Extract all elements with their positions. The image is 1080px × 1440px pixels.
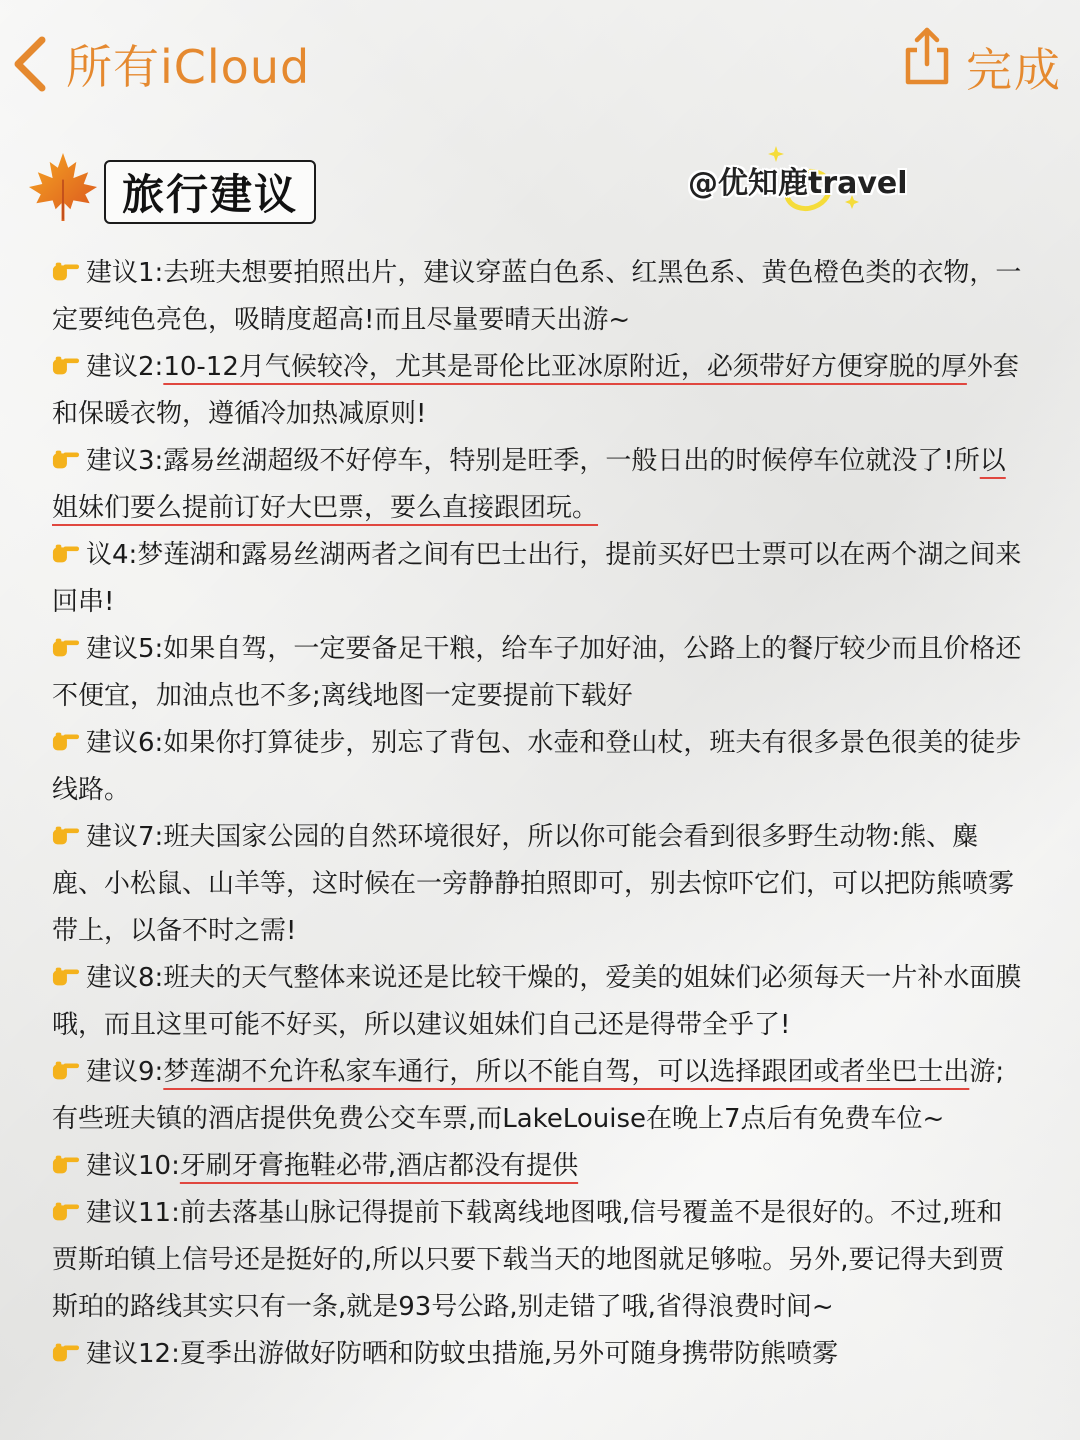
tip-label: 建议11: (86, 1198, 180, 1228)
tip-item (52, 1049, 1027, 1143)
tip-label: 建议9: (86, 1057, 164, 1087)
tip-text: 前去落基山脉记得提前下载离线地图哦,信号覆盖不是很好的。不过,班和贾斯珀镇上信号还是挺好的,所以只要下载当天的地图就足够啦。另外,要记得夫到贾斯珀的路线其实只有一条,就是93号公路,别走错了哦,省得浪费时间~ (52, 1198, 1005, 1322)
chevron-left-icon (12, 36, 48, 92)
tip-text: 露易丝湖超级不好停车，特别是旺季，一般日出的时候停车位就没了!所 (163, 446, 980, 476)
tips-list (52, 250, 1027, 1378)
tip-item (52, 720, 1027, 814)
tip-item (52, 532, 1027, 626)
tip-label: 建议7: (86, 822, 164, 852)
tip-text: 班夫国家公园的自然环境很好，所以你可能会看到很多野生动物:熊、麋鹿、小松鼠、山羊等，这时候在一旁静静拍照即可，别去惊吓它们，可以把防熊喷雾带上，以备不时之需! (52, 822, 1015, 946)
pointing-hand-icon (52, 964, 80, 988)
tip-item (52, 250, 1027, 344)
tip-label: 议4: (86, 540, 138, 570)
tip-item (52, 1331, 1027, 1378)
nav-bar (0, 0, 1080, 130)
back-label: 所有iCloud (66, 40, 311, 94)
tip-label: 建议10: (86, 1151, 180, 1181)
heading-row (26, 148, 1056, 238)
tip-label: 建议6: (86, 728, 164, 758)
pointing-hand-icon (52, 729, 80, 753)
tip-text: 如果你打算徒步，别忘了背包、水壶和登山杖，班夫有很多景色很美的徒步线路。 (52, 728, 1022, 805)
share-button[interactable] (902, 26, 952, 86)
tip-label: 建议5: (86, 634, 164, 664)
tip-item (52, 955, 1027, 1049)
tip-text: 夏季出游做好防晒和防蚊虫措施,另外可随身携带防熊喷雾 (179, 1339, 839, 1369)
pointing-hand-icon (52, 353, 80, 377)
page-title: 旅行建议 (104, 160, 316, 224)
tip-item (52, 814, 1027, 955)
pointing-hand-icon (52, 259, 80, 283)
back-button[interactable] (12, 28, 310, 100)
tip-label: 建议12: (86, 1339, 180, 1369)
tip-item (52, 626, 1027, 720)
tip-highlight: 以姐妹们要么提前订好大巴票，要么直接跟团玩。 (52, 446, 1006, 523)
pointing-hand-icon (52, 1058, 80, 1082)
tip-text-after: 游;有些班夫镇的酒店提供免费公交车票,而LakeLouise在晚上7点后有免费车位~ (52, 1057, 1005, 1134)
tip-text: 去班夫想要拍照出片，建议穿蓝白色系、红黑色系、黄色橙色类的衣物，一定要纯色亮色，吸睛度超高!而且尽量要晴天出游~ (52, 258, 1022, 335)
tip-item (52, 438, 1027, 532)
done-button[interactable]: 完成 (966, 43, 1062, 97)
pointing-hand-icon (52, 1340, 80, 1364)
tip-text: 班夫的天气整体来说还是比较干燥的，爱美的姐妹们必须每天一片补水面膜哦，而且这里可能不好买，所以建议姐妹们自己还是得带全乎了! (52, 963, 1022, 1040)
tip-label: 建议1: (86, 258, 164, 288)
watermark (684, 148, 914, 228)
tip-highlight: 梦莲湖不允许私家车通行，所以不能自驾，可以选择跟团或者坐巴士出 (163, 1057, 970, 1087)
pointing-hand-icon (52, 447, 80, 471)
tip-text: 梦莲湖和露易丝湖两者之间有巴士出行，提前买好巴士票可以在两个湖之间来回串! (52, 540, 1022, 617)
pointing-hand-icon (52, 1152, 80, 1176)
pointing-hand-icon (52, 823, 80, 847)
maple-leaf-icon (26, 150, 100, 228)
watermark-text: @优知鹿travel (688, 166, 908, 201)
pointing-hand-icon (52, 1199, 80, 1223)
tip-item (52, 344, 1027, 438)
pointing-hand-icon (52, 635, 80, 659)
tip-label: 建议8: (86, 963, 164, 993)
tip-highlight: 牙刷牙膏拖鞋必带,酒店都没有提供 (179, 1151, 579, 1181)
pointing-hand-icon (52, 541, 80, 565)
tip-label: 建议3: (86, 446, 164, 476)
tip-item (52, 1190, 1027, 1331)
tip-highlight: 10-12月气候较冷，尤其是哥伦比亚冰原附近，必须带好方便穿脱的厚 (163, 352, 967, 382)
share-icon (902, 71, 952, 90)
tip-text: 如果自驾，一定要备足干粮，给车子加好油，公路上的餐厅较少而且价格还不便宜，加油点也不多;离线地图一定要提前下载好 (52, 634, 1022, 711)
tip-item (52, 1143, 1027, 1190)
tip-text-after: 外套和保暖衣物，遵循冷加热减原则! (52, 352, 1019, 429)
tip-label: 建议2: (86, 352, 164, 382)
